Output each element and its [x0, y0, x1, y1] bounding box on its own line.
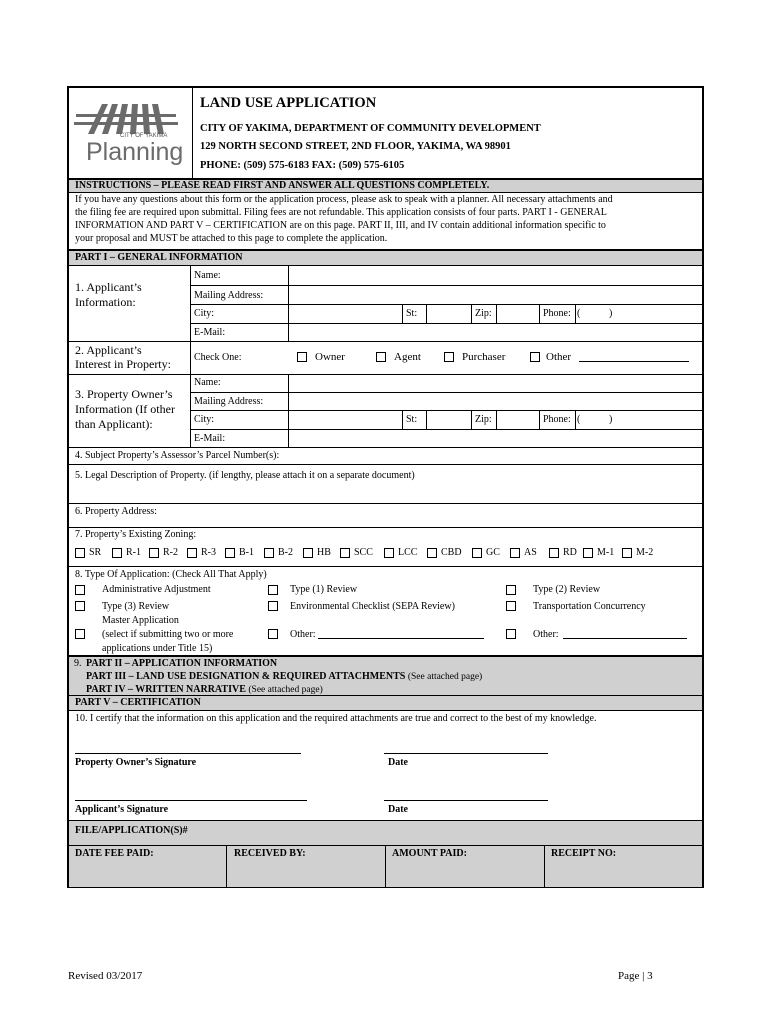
rule [68, 192, 703, 193]
zone-sr-label: SR [89, 547, 102, 558]
file-application-label: FILE/APPLICATION(S)# [75, 825, 188, 836]
applicant-st-field[interactable] [427, 305, 471, 323]
owner-st-label: St: [406, 414, 418, 425]
rule [575, 304, 576, 323]
other-interest-checkbox[interactable] [530, 352, 540, 362]
applicant-mailing-label: Mailing Address: [194, 290, 264, 301]
zone-r-2-checkbox[interactable] [149, 548, 159, 558]
type3-checkbox[interactable] [75, 601, 85, 611]
zone-r-1-checkbox[interactable] [112, 548, 122, 558]
legal-description-label: 5. Legal Description of Property. (if lengthy, please attach it on a separate document) [75, 470, 415, 481]
instructions-line-1: If you have any questions about this form or the application process, please ask to speak with a planner. All necessary attachments and [75, 194, 613, 205]
transportation-concurrency-checkbox[interactable] [506, 601, 516, 611]
part4-title: PART IV – WRITTEN NARRATIVE [86, 684, 246, 695]
revised-date: Revised 03/2017 [68, 970, 143, 982]
zone-b-1-label: B-1 [239, 547, 254, 558]
owner-info-label-1: 3. Property Owner’s [75, 387, 173, 401]
owner-phone-paren-close: ) [609, 414, 613, 425]
applicant-name-label: Name: [194, 270, 221, 281]
header-divider [192, 88, 193, 178]
part4-note: (See attached page) [248, 685, 323, 695]
owner-st-field[interactable] [427, 411, 471, 429]
owner-phone-paren-open: ( [577, 414, 581, 425]
rule [544, 845, 545, 887]
master-app-label-1: Master Application [102, 615, 179, 626]
applicant-signature-label: Applicant’s Signature [75, 804, 169, 815]
owner-mailing-field[interactable] [289, 393, 702, 410]
receipt-no-label: RECEIPT NO: [551, 848, 617, 859]
interest-label-1: 2. Applicant’s [75, 343, 142, 357]
owner-email-label: E-Mail: [194, 433, 226, 444]
logo-planning-text: Planning [86, 138, 184, 166]
rule [190, 265, 191, 448]
owner-name-field[interactable] [289, 375, 702, 392]
dept-phone: PHONE: (509) 575-6183 FAX: (509) 575-6105 [200, 160, 405, 171]
part1-heading: PART I – GENERAL INFORMATION [75, 252, 243, 263]
type1-checkbox[interactable] [268, 585, 278, 595]
dept-name: CITY OF YAKIMA, DEPARTMENT OF COMMUNITY DEVELOPMENT [200, 123, 541, 134]
property-address-label: 6. Property Address: [75, 506, 157, 517]
received-by-label: RECEIVED BY: [234, 848, 306, 859]
zone-as-checkbox[interactable] [510, 548, 520, 558]
rule [385, 845, 386, 887]
master-application-checkbox[interactable] [75, 629, 85, 639]
page-title: LAND USE APPLICATION [200, 95, 377, 111]
owner-signature-label: Property Owner’s Signature [75, 757, 197, 768]
applicant-zip-label: Zip: [475, 308, 492, 319]
zone-b-2-label: B-2 [278, 547, 293, 558]
applicant-phone-paren-close: ) [609, 308, 613, 319]
zone-hb-label: HB [317, 547, 331, 558]
zone-r-3-checkbox[interactable] [187, 548, 197, 558]
applicant-zip-field[interactable] [497, 305, 539, 323]
applicant-label-2: Information: [75, 295, 136, 309]
owner-info-label-3: than Applicant): [75, 417, 153, 431]
environmental-checklist-checkbox[interactable] [268, 601, 278, 611]
agent-checkbox[interactable] [376, 352, 386, 362]
other-type-field-2[interactable] [563, 627, 687, 639]
zone-m-1-checkbox[interactable] [583, 548, 593, 558]
owner-label: Owner [315, 351, 345, 363]
other-type-checkbox-2[interactable] [506, 629, 516, 639]
applicant-label-1: 1. Applicant’s [75, 280, 142, 294]
rule [68, 341, 703, 342]
parcel-label: 4. Subject Property’s Assessor’s Parcel Number(s): [75, 450, 280, 461]
owner-checkbox[interactable] [297, 352, 307, 362]
master-app-label-3: applications under Title 15) [102, 643, 213, 654]
rule [68, 566, 703, 567]
applicant-date-label: Date [388, 804, 408, 815]
owner-signature-date-field[interactable] [384, 736, 548, 754]
applicant-email-field[interactable] [289, 324, 702, 341]
purchaser-checkbox[interactable] [444, 352, 454, 362]
applicant-st-label: St: [406, 308, 418, 319]
part3-note: (See attached page) [407, 672, 483, 682]
part3-label [86, 671, 482, 683]
application-type-label: 8. Type Of Application: (Check All That Apply) [75, 569, 267, 580]
other-type-field-1[interactable] [318, 627, 484, 639]
rule [471, 304, 472, 323]
owner-zip-label: Zip: [475, 414, 492, 425]
zone-scc-label: SCC [354, 547, 373, 558]
rule [226, 845, 227, 887]
zone-b-2-checkbox[interactable] [264, 548, 274, 558]
master-app-label-2: (select if submitting two or more [102, 629, 234, 640]
zone-r-2-label: R-2 [163, 547, 178, 558]
dept-address: 129 NORTH SECOND STREET, 2ND FLOOR, YAKIMA, WA 98901 [200, 141, 511, 152]
applicant-city-field[interactable] [289, 305, 402, 323]
legal-description-field[interactable] [69, 465, 702, 503]
purchaser-label: Purchaser [462, 351, 506, 363]
rule [68, 710, 703, 711]
owner-info-label-2: Information (If other [75, 402, 175, 416]
rule [471, 410, 472, 429]
rule [402, 304, 403, 323]
instructions-line-2: the filing fee are required upon submittal. Filing fees are not refundable. This application consists of four parts. PART I - GENERAL [75, 207, 607, 218]
zone-m-2-label: M-2 [636, 547, 654, 558]
instructions-line-4: your proposal and MUST be attached to this page to complete the application. [75, 233, 388, 244]
rule [68, 527, 703, 528]
admin-adjustment-checkbox[interactable] [75, 585, 85, 595]
page-number: Page | 3 [618, 970, 653, 982]
zone-gc-label: GC [486, 547, 500, 558]
rule [575, 410, 576, 429]
owner-mailing-label: Mailing Address: [194, 396, 264, 407]
zone-cbd-label: CBD [441, 547, 462, 558]
date-fee-paid-label: DATE FEE PAID: [75, 848, 154, 859]
item-9-number: 9. [74, 658, 82, 669]
type3-label: Type (3) Review [102, 601, 170, 612]
zone-gc-checkbox[interactable] [472, 548, 482, 558]
logo-city-text: CITY OF YAKIMA [120, 133, 168, 139]
zone-rd-label: RD [563, 547, 577, 558]
parcel-field[interactable] [69, 448, 702, 464]
owner-phone-field[interactable] [583, 411, 702, 429]
owner-phone-label: Phone: [543, 414, 571, 425]
other-interest-label: Other [546, 351, 572, 363]
other-type-label-2: Other: [533, 629, 559, 640]
owner-date-label: Date [388, 757, 408, 768]
zone-cbd-checkbox[interactable] [427, 548, 437, 558]
part2-label: PART II – APPLICATION INFORMATION [86, 658, 278, 669]
applicant-phone-paren-open: ( [577, 308, 581, 319]
applicant-mailing-field[interactable] [289, 286, 702, 304]
instructions-heading: INSTRUCTIONS – PLEASE READ FIRST AND ANSWER ALL QUESTIONS COMPLETELY. [75, 180, 490, 191]
zone-scc-checkbox[interactable] [340, 548, 350, 558]
interest-label-2: Interest in Property: [75, 357, 171, 371]
zone-hb-checkbox[interactable] [303, 548, 313, 558]
certify-statement: 10. I certify that the information on this application and the required attachments are true and correct to the best of my knowledge. [75, 713, 597, 724]
applicant-phone-field[interactable] [583, 305, 702, 323]
applicant-email-label: E-Mail: [194, 327, 226, 338]
instructions-line-3: INFORMATION AND PART V – CERTIFICATION are on this page. PART II, III, and IV contain additional information specific to [75, 220, 606, 231]
agent-label: Agent [394, 351, 421, 363]
rule [539, 304, 540, 323]
applicant-signature-date-field[interactable] [384, 783, 548, 801]
part3-title: PART III – LAND USE DESIGNATION & REQUIRED ATTACHMENTS [86, 671, 406, 682]
zone-sr-checkbox[interactable] [75, 548, 85, 558]
zone-m-2-checkbox[interactable] [622, 548, 632, 558]
owner-name-label: Name: [194, 377, 221, 388]
zone-r-3-label: R-3 [201, 547, 216, 558]
other-interest-field[interactable] [579, 350, 689, 362]
zone-r-1-label: R-1 [126, 547, 141, 558]
zone-m-1-label: M-1 [597, 547, 615, 558]
other-type-checkbox-1[interactable] [268, 629, 278, 639]
owner-email-field[interactable] [289, 430, 702, 447]
owner-signature-field[interactable] [75, 736, 301, 754]
check-one-label: Check One: [194, 352, 242, 363]
zone-rd-checkbox[interactable] [549, 548, 559, 558]
zone-lcc-label: LCC [398, 547, 418, 558]
rule [402, 410, 403, 429]
applicant-signature-field[interactable] [75, 783, 307, 801]
environmental-checklist-label: Environmental Checklist (SEPA Review) [290, 601, 455, 612]
logo [72, 100, 182, 166]
applicant-name-field[interactable] [289, 266, 702, 284]
type1-label: Type (1) Review [290, 584, 358, 595]
type2-checkbox[interactable] [506, 585, 516, 595]
property-address-field[interactable] [69, 504, 702, 527]
amount-paid-label: AMOUNT PAID: [392, 848, 467, 859]
zone-as-label: AS [524, 547, 537, 558]
transportation-concurrency-label: Transportation Concurrency [533, 601, 646, 612]
type2-label: Type (2) Review [533, 584, 601, 595]
owner-city-label: City: [194, 414, 215, 425]
rule [539, 410, 540, 429]
applicant-phone-label: Phone: [543, 308, 571, 319]
part5-heading: PART V – CERTIFICATION [75, 697, 201, 708]
owner-city-field[interactable] [289, 411, 402, 429]
owner-zip-field[interactable] [497, 411, 539, 429]
other-type-label-1: Other: [290, 629, 316, 640]
zoning-label: 7. Property’s Existing Zoning: [75, 529, 197, 540]
applicant-city-label: City: [194, 308, 215, 319]
zone-b-1-checkbox[interactable] [225, 548, 235, 558]
admin-adjustment-label: Administrative Adjustment [102, 584, 211, 595]
zone-lcc-checkbox[interactable] [384, 548, 394, 558]
